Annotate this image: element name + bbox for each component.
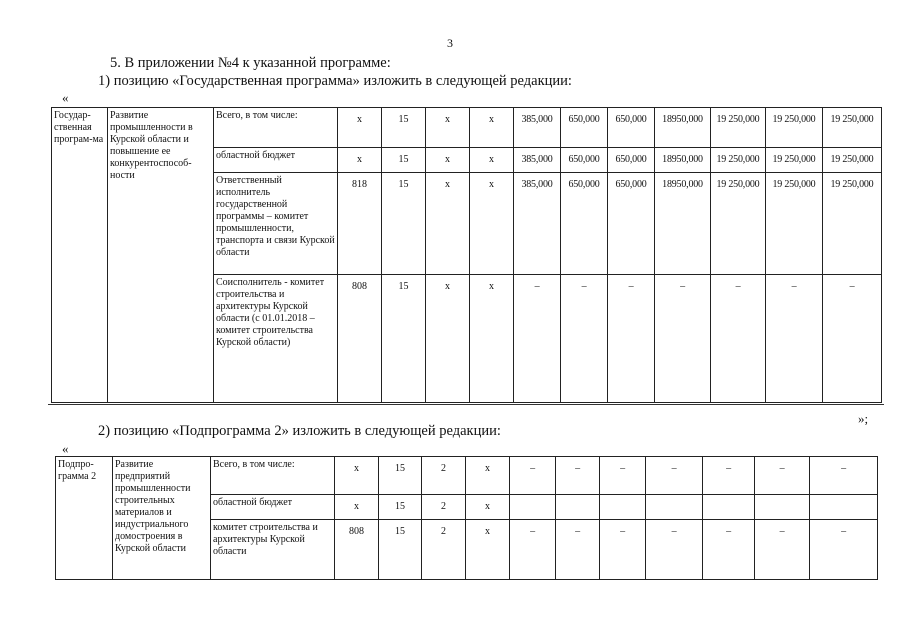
value-cell bbox=[556, 495, 600, 520]
value-cell: 650,000 bbox=[561, 108, 608, 148]
section-heading: 5. В приложении №4 к указанной программе: bbox=[110, 55, 391, 71]
value-cell: – bbox=[556, 457, 600, 495]
item-1-text: 1) позицию «Государственная программа» изложить в следующей редакции: bbox=[98, 73, 572, 89]
value-cell: – bbox=[655, 275, 711, 403]
value-cell: 385,000 bbox=[514, 173, 561, 275]
grbs-cell: 818 bbox=[338, 173, 382, 275]
vr-cell: х bbox=[466, 495, 510, 520]
program-name-cell: Развитие промышленности в Курской области и повышение ее конкурентоспособ-ности bbox=[108, 108, 214, 403]
value-cell: 19 250,000 bbox=[766, 148, 823, 173]
value-cell: 19 250,000 bbox=[823, 148, 882, 173]
value-cell: – bbox=[556, 520, 600, 580]
value-cell: – bbox=[646, 457, 703, 495]
grbs-cell: 808 bbox=[335, 520, 379, 580]
value-cell: – bbox=[510, 520, 556, 580]
vr-cell: х bbox=[466, 457, 510, 495]
value-cell bbox=[510, 495, 556, 520]
value-cell: 18950,000 bbox=[655, 108, 711, 148]
value-cell bbox=[600, 495, 646, 520]
value-cell bbox=[810, 495, 878, 520]
value-cell: – bbox=[755, 520, 810, 580]
value-cell: 650,000 bbox=[608, 148, 655, 173]
row-label: областной бюджет bbox=[211, 495, 335, 520]
vr-cell: х bbox=[470, 275, 514, 403]
value-cell: 19 250,000 bbox=[711, 173, 766, 275]
grbs-cell: х bbox=[335, 495, 379, 520]
value-cell: 19 250,000 bbox=[823, 108, 882, 148]
rz-cell: 15 bbox=[382, 173, 426, 275]
value-cell: 385,000 bbox=[514, 148, 561, 173]
program-name-cell: Развитие предприятий промышленности строительных материалов и индустриального домостроения в Курской области bbox=[113, 457, 211, 580]
value-cell: 650,000 bbox=[561, 173, 608, 275]
table-gos-programma bbox=[51, 107, 882, 403]
rz-cell: 15 bbox=[382, 275, 426, 403]
row-label: областной бюджет bbox=[214, 148, 338, 173]
value-cell: 385,000 bbox=[514, 108, 561, 148]
value-cell: – bbox=[514, 275, 561, 403]
table-podprogramma-2 bbox=[55, 456, 878, 580]
row-label: Соисполнитель - комитет строительства и архитектуры Курской области (с 01.01.2018 – комитет строительства Курской области) bbox=[214, 275, 338, 403]
cs-cell: х bbox=[426, 173, 470, 275]
value-cell: 19 250,000 bbox=[823, 173, 882, 275]
rz-cell: 15 bbox=[379, 495, 422, 520]
value-cell: – bbox=[703, 520, 755, 580]
open-quote-2: « bbox=[62, 441, 69, 456]
rz-cell: 15 bbox=[379, 520, 422, 580]
value-cell: – bbox=[561, 275, 608, 403]
table-row bbox=[52, 108, 882, 148]
row-label: комитет строительства и архитектуры Курской области bbox=[211, 520, 335, 580]
grbs-cell: х bbox=[338, 148, 382, 173]
value-cell: – bbox=[823, 275, 882, 403]
cs-cell: х bbox=[426, 148, 470, 173]
item-2-text: 2) позицию «Подпрограмма 2» изложить в следующей редакции: bbox=[98, 423, 501, 439]
status-cell: Подпро-грамма 2 bbox=[56, 457, 113, 580]
cs-cell: х bbox=[426, 275, 470, 403]
value-cell: – bbox=[646, 520, 703, 580]
table-row bbox=[56, 457, 878, 495]
grbs-cell: 808 bbox=[338, 275, 382, 403]
divider bbox=[48, 404, 884, 405]
grbs-cell: х bbox=[338, 108, 382, 148]
rz-cell: 15 bbox=[379, 457, 422, 495]
vr-cell: х bbox=[470, 148, 514, 173]
value-cell bbox=[755, 495, 810, 520]
row-label: Всего, в том числе: bbox=[214, 108, 338, 148]
value-cell: – bbox=[755, 457, 810, 495]
open-quote-1: « bbox=[62, 90, 69, 105]
grbs-cell: х bbox=[335, 457, 379, 495]
cs-cell: 2 bbox=[422, 457, 466, 495]
value-cell: 19 250,000 bbox=[711, 108, 766, 148]
value-cell: 19 250,000 bbox=[711, 148, 766, 173]
value-cell: – bbox=[810, 457, 878, 495]
value-cell: – bbox=[766, 275, 823, 403]
value-cell: – bbox=[608, 275, 655, 403]
value-cell: 19 250,000 bbox=[766, 173, 823, 275]
value-cell: 650,000 bbox=[608, 108, 655, 148]
row-label: Всего, в том числе: bbox=[211, 457, 335, 495]
close-quote-1: »; bbox=[858, 411, 869, 426]
page-number: 3 bbox=[447, 36, 453, 50]
value-cell: 650,000 bbox=[561, 148, 608, 173]
value-cell: 18950,000 bbox=[655, 148, 711, 173]
value-cell: – bbox=[510, 457, 556, 495]
value-cell: – bbox=[703, 457, 755, 495]
rz-cell: 15 bbox=[382, 108, 426, 148]
status-cell: Государ-ственная програм-ма bbox=[52, 108, 108, 403]
value-cell: – bbox=[600, 457, 646, 495]
value-cell bbox=[703, 495, 755, 520]
value-cell: – bbox=[600, 520, 646, 580]
cs-cell: х bbox=[426, 108, 470, 148]
cs-cell: 2 bbox=[422, 520, 466, 580]
cs-cell: 2 bbox=[422, 495, 466, 520]
value-cell bbox=[646, 495, 703, 520]
rz-cell: 15 bbox=[382, 148, 426, 173]
value-cell: 650,000 bbox=[608, 173, 655, 275]
vr-cell: х bbox=[470, 108, 514, 148]
value-cell: – bbox=[810, 520, 878, 580]
row-label: Ответственный исполнитель государственной программы – комитет промышленности, транспорта и связи Курской области bbox=[214, 173, 338, 275]
value-cell: 18950,000 bbox=[655, 173, 711, 275]
value-cell: 19 250,000 bbox=[766, 108, 823, 148]
vr-cell: х bbox=[466, 520, 510, 580]
value-cell: – bbox=[711, 275, 766, 403]
vr-cell: х bbox=[470, 173, 514, 275]
